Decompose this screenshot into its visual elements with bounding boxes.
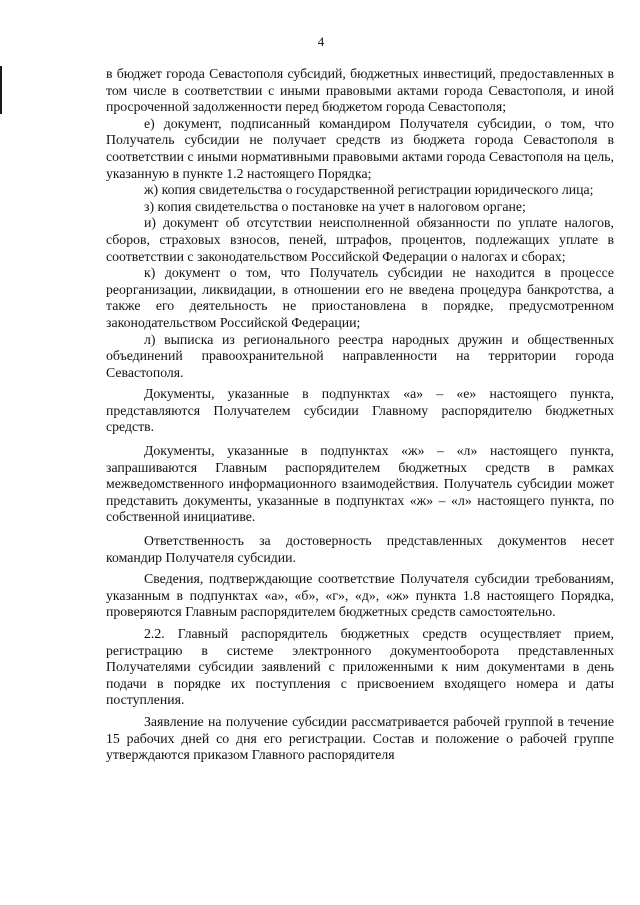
- paragraph: е) документ, подписанный командиром Получателя субсидии, о том, что Получатель субсидии не получает средств из бюджета города Севастополя в соответствии с иными нормативными правовыми актами города Севастополя на цель, указанную в пункте 1.2 настоящего Порядка;: [106, 115, 614, 181]
- paragraph: л) выписка из регионального реестра народных дружин и общественных объединений правоохранительной направленности на территории города Севастополя.: [106, 331, 614, 380]
- document-body: [106, 66, 614, 764]
- scan-edge-mark: [0, 66, 2, 114]
- paragraph: 2.2. Главный распорядитель бюджетных средств осуществляет прием, регистрацию в системе электронного документооборота представленных Получателями субсидии заявлений с приложенными к ним документами в день подачи в порядке их поступления с присвоением входящего номера и даты поступления.: [106, 626, 614, 708]
- paragraph: Сведения, подтверждающие соответствие Получателя субсидии требованиям, указанным в подпунктах «а», «б», «г», «д», «ж» пункта 1.8 настоящего Порядка, проверяются Главным распорядителем бюджетных средств самостоятельно.: [106, 571, 614, 620]
- paragraph: в бюджет города Севастополя субсидий, бюджетных инвестиций, предоставленных в том числе в соответствии с иными правовыми актами города Севастополя, и иной просроченной задолженности перед бюджетом города Севастополя;: [106, 66, 614, 115]
- paragraph: Заявление на получение субсидии рассматривается рабочей группой в течение 15 рабочих дней со дня его регистрации. Состав и положение о рабочей группе утверждаются приказом Главного распорядителя: [106, 713, 614, 763]
- paragraph: з) копия свидетельства о постановке на учет в налоговом органе;: [144, 198, 526, 214]
- paragraph: Ответственность за достоверность представленных документов несет командир Получателя субсидии.: [106, 533, 614, 565]
- paragraph: Документы, указанные в подпунктах «ж» – «л» настоящего пункта, запрашиваются Главным распорядителем бюджетных средств в рамках межведомственного информационного взаимодействия. Получатель субсидии может представить документы, указанные в подпунктах «ж» – «л» настоящего пункта, по собственной инициативе.: [106, 443, 614, 525]
- paragraph: ж) копия свидетельства о государственной регистрации юридического лица;: [144, 182, 594, 198]
- page-number: 4: [317, 34, 325, 49]
- paragraph: Документы, указанные в подпунктах «а» – «е» настоящего пункта, представляются Получателем субсидии Главному распорядителю бюджетных средств.: [106, 386, 614, 435]
- paragraph: и) документ об отсутствии неисполненной обязанности по уплате налогов, сборов, страховых взносов, пеней, штрафов, процентов, подлежащих уплате в соответствии с законодательством Российской Федерации о налогах и сборах;: [106, 215, 614, 264]
- paragraph: к) документ о том, что Получатель субсидии не находится в процессе реорганизации, ликвидации, в отношении его не введена процедура банкротства, а также его деятельность не приостановлена в порядке, предусмотренном законодательством Российской Федерации;: [106, 265, 614, 330]
